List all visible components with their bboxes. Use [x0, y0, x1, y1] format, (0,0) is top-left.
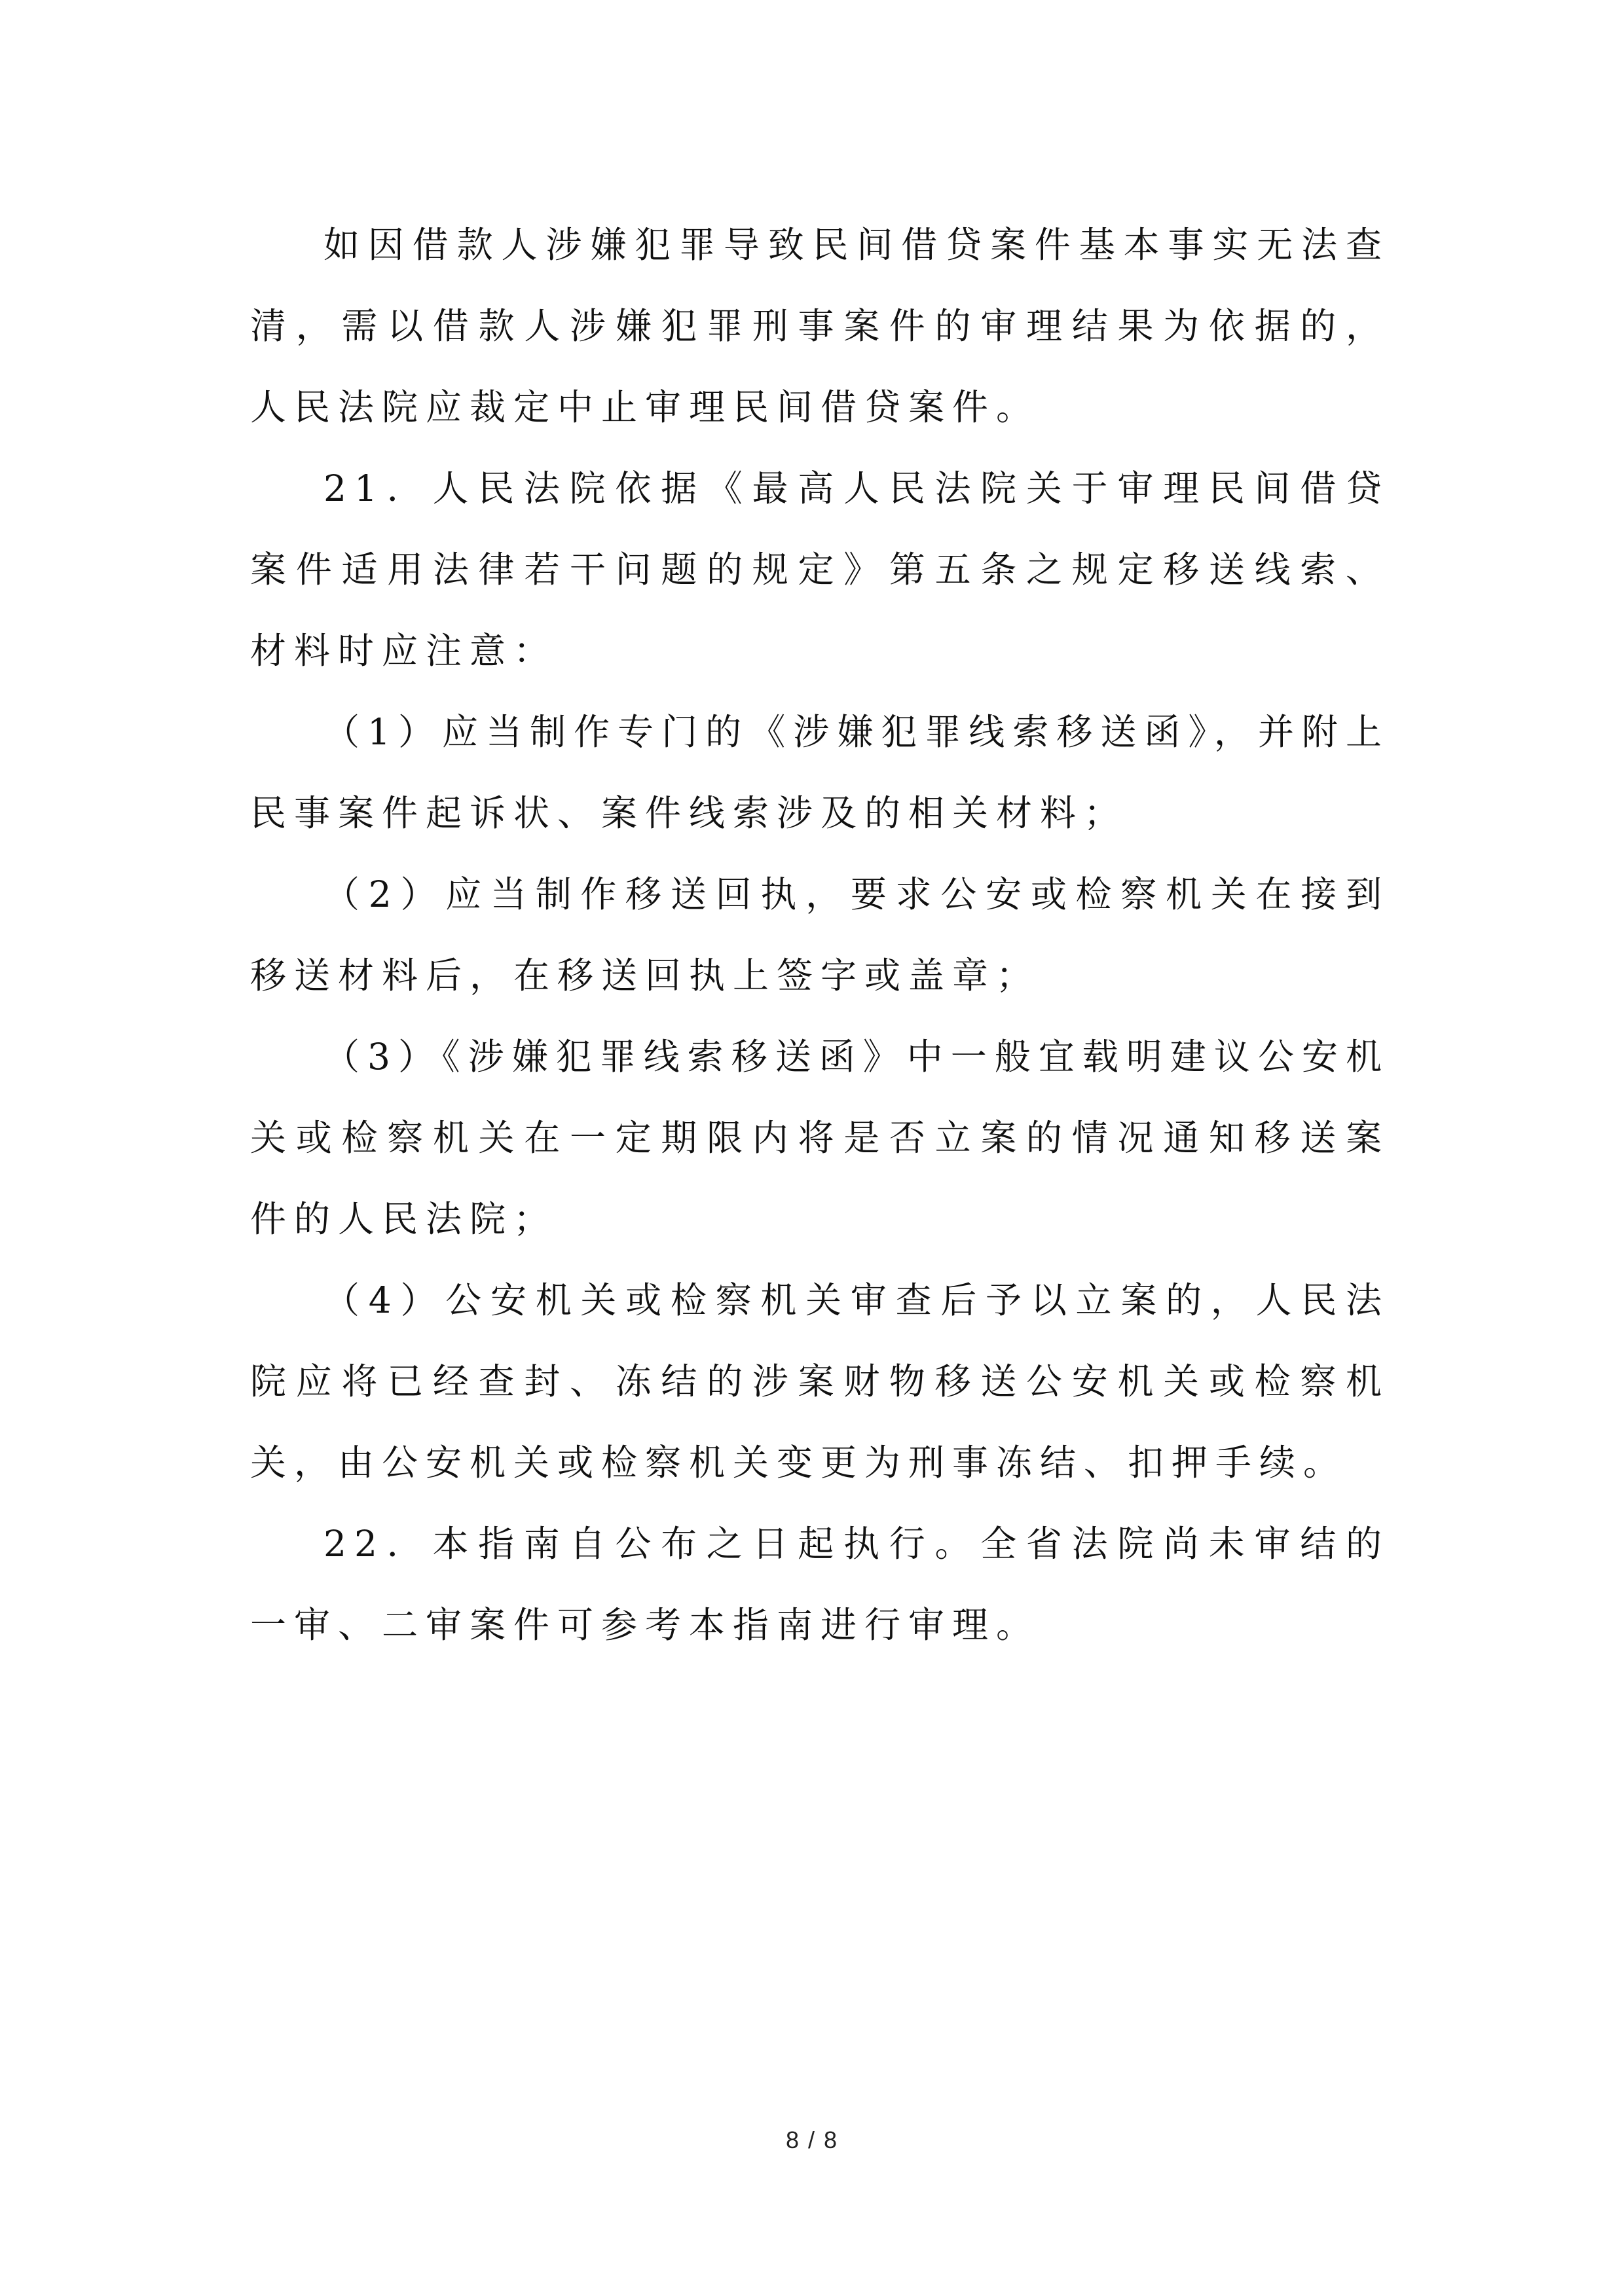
paragraph-item-2: （2）应当制作移送回执，要求公安或检察机关在接到移送材料后，在移送回执上签字或盖章； — [250, 873, 1390, 996]
page-number: 8 / 8 — [785, 2126, 839, 2153]
paragraph-suspension-of-trial: 如因借款人涉嫌犯罪导致民间借贷案件基本事实无法查清，需以借款人涉嫌犯罪刑事案件的审理结果为依据的，人民法院应裁定中止审理民间借贷案件。 — [250, 224, 1390, 428]
paragraph-item-1: （1）应当制作专门的《涉嫌犯罪线索移送函》，并附上民事案件起诉状、案件线索涉及的相关材料； — [250, 711, 1390, 834]
paragraph-item-3: （3）《涉嫌犯罪线索移送函》中一般宜载明建议公安机关或检察机关在一定期限内将是否立案的情况通知移送案件的人民法院； — [250, 1036, 1390, 1240]
paragraph-article-22: 22．本指南自公布之日起执行。全省法院尚未审结的一审、二审案件可参考本指南进行审理。 — [250, 1523, 1390, 1646]
paragraph-item-4: （4）公安机关或检察机关审查后予以立案的，人民法院应将已经查封、冻结的涉案财物移送公安机关或检察机关，由公安机关或检察机关变更为刑事冻结、扣押手续。 — [250, 1279, 1390, 1484]
paragraph-article-21: 21．人民法院依据《最高人民法院关于审理民间借贷案件适用法律若干问题的规定》第五条之规定移送线索、材料时应注意： — [250, 467, 1390, 672]
document-body — [250, 204, 1390, 1666]
